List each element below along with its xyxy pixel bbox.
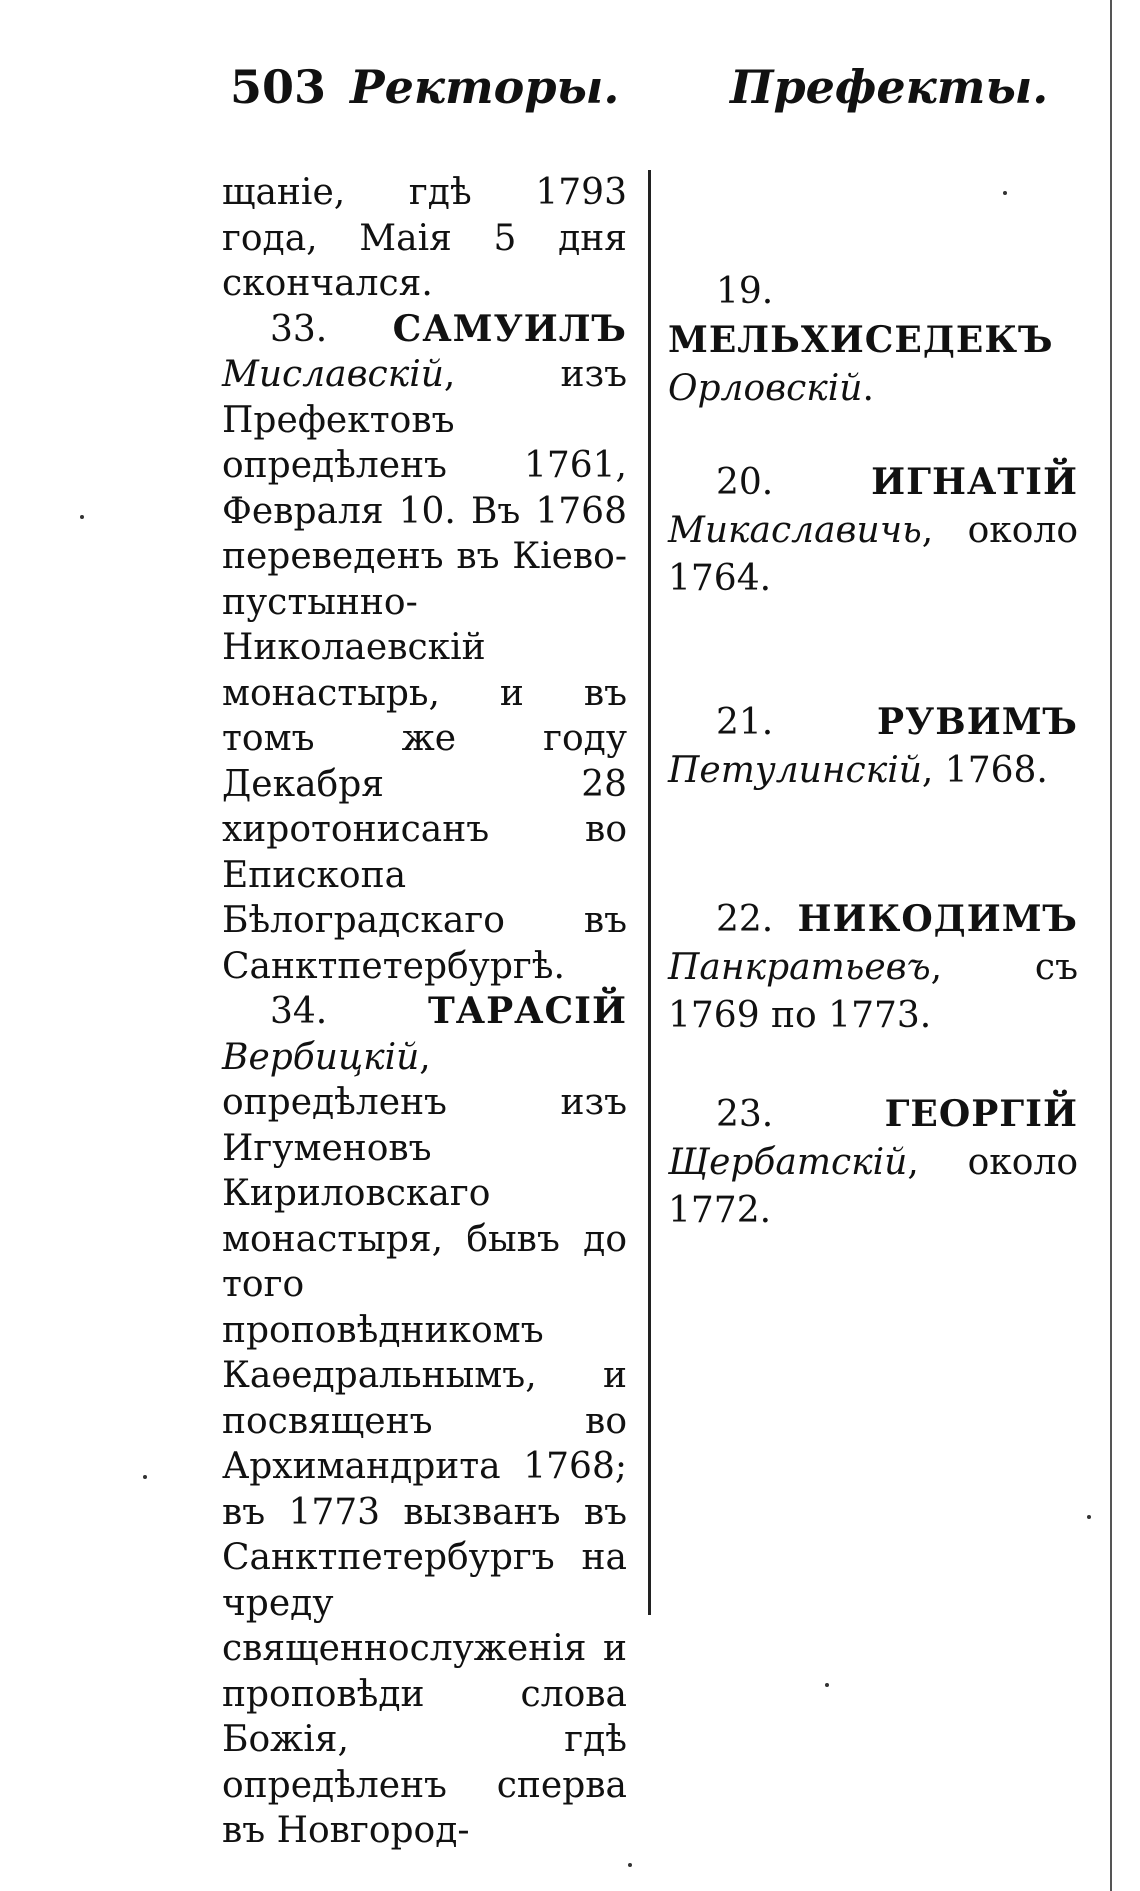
entry-tail: , около 1764. (668, 510, 1078, 599)
entry-number: 20. (716, 462, 774, 503)
entry-name: РУВИМЪ (876, 701, 1078, 743)
entry-name: ТАРАСІЙ (427, 990, 627, 1032)
running-header (230, 60, 1049, 130)
entry-number: 34. (270, 991, 328, 1032)
prefect-entry-20 (668, 458, 1078, 603)
entry-text: , опредѣленъ изъ Игуменовъ Кириловскаго монастыря, бывъ до того проповѣдникомъ Каѳедральнымъ, и посвященъ во Архимандрита 1768; въ 1773 вызванъ въ Санктпетербургъ на чреду священнослуженія и проповѣди слова Божія, гдѣ опредѣленъ сперва въ Новгород- (222, 1036, 627, 1851)
entry-name: МЕЛЬХИСЕДЕКЪ (668, 319, 1054, 361)
entry-text: , изъ Префектовъ опредѣленъ 1761, Февраля 10. Въ 1768 переведенъ въ Кіево-пустынно-Николаевскій монастырь, и въ томъ же году Декабря 28 хиротонисанъ во Епископа Бѣлоградскаго въ Санктпетербургѣ. (222, 354, 627, 987)
page-number: 503 (230, 60, 327, 114)
right-column-heading: Префекты. (730, 60, 1049, 114)
entry-name: ГЕОРГІЙ (884, 1093, 1078, 1135)
entry-paragraph (668, 698, 1078, 795)
left-column-heading: Ректоры. (350, 60, 620, 114)
entry-number: 23. (716, 1094, 774, 1135)
entry-surname: Петулинскій (668, 750, 922, 791)
entry-tail: , около 1772. (668, 1142, 1078, 1231)
entry-surname: Щербатскій (668, 1142, 908, 1183)
entry-name: ИГНАТІЙ (871, 461, 1078, 503)
entry-number: 22. (716, 899, 774, 940)
prefect-entry-23 (668, 1090, 1078, 1235)
rectors-column (222, 170, 627, 1854)
entry-number: 33. (270, 308, 328, 350)
print-speck (628, 1863, 632, 1867)
print-speck (825, 1683, 829, 1687)
print-speck (1003, 191, 1007, 195)
entry-33 (222, 307, 627, 990)
entry-tail: , съ 1769 по 1773. (668, 947, 1078, 1036)
entry-surname: Орловскій (668, 368, 863, 409)
entry-surname: Микаславичь (668, 510, 922, 551)
entry-surname: Миславскій (222, 354, 444, 395)
prefect-entry-19 (668, 268, 1078, 413)
print-speck (1087, 1515, 1091, 1519)
prefect-entry-22 (668, 895, 1078, 1040)
entry-paragraph (668, 268, 1078, 413)
entry-number: 21. (716, 702, 774, 743)
page-edge (1110, 0, 1112, 1891)
prefect-entry-21 (668, 698, 1078, 795)
entry-surname: Вербицкій (222, 1036, 420, 1078)
entry-number: 19. (716, 271, 774, 312)
entry-tail: . (862, 368, 874, 409)
entry-paragraph (668, 895, 1078, 1040)
column-divider (648, 170, 651, 1615)
entry-name: НИКОДИМЪ (797, 898, 1078, 940)
entry-name: САМУИЛЪ (392, 307, 627, 350)
print-speck (80, 515, 84, 519)
print-speck (143, 1475, 147, 1479)
entry-34 (222, 989, 627, 1854)
continuation-text: щаніе, гдѣ 1793 года, Маія 5 дня скончался. (222, 172, 627, 304)
entry-paragraph (668, 1090, 1078, 1235)
entry-surname: Панкратьевъ (668, 947, 931, 988)
entry-tail: , 1768. (921, 750, 1048, 791)
entry-paragraph (668, 458, 1078, 603)
